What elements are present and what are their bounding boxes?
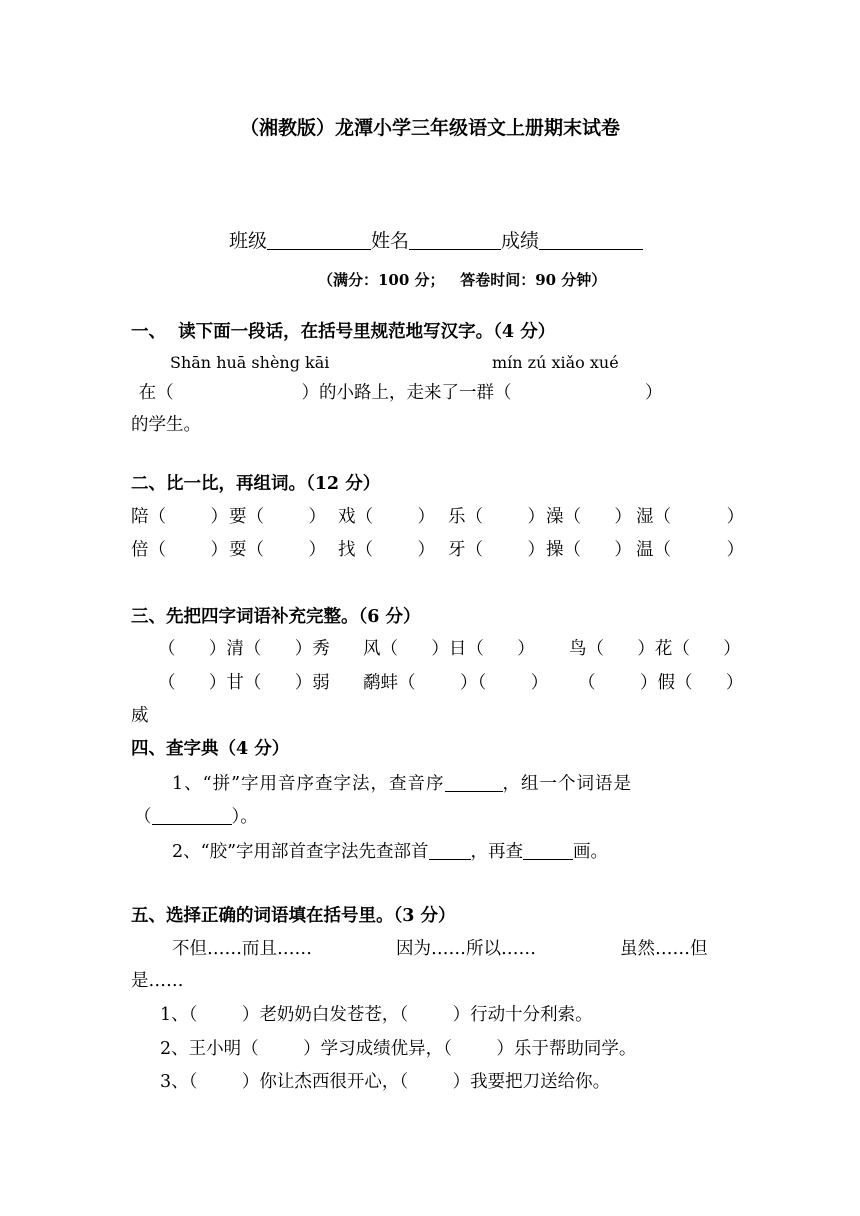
conjunction-option: 虽然……但 bbox=[620, 939, 708, 959]
section-4-heading: 四、查字典（4 分） bbox=[131, 739, 290, 759]
answer-blank[interactable] bbox=[445, 771, 503, 792]
compare-item: 倍（ ） bbox=[131, 540, 229, 560]
compare-item: 澡（ ） bbox=[546, 507, 632, 527]
name-blank[interactable] bbox=[409, 229, 501, 250]
compare-item: 温（ ） bbox=[636, 540, 745, 560]
idiom-item: （ ）假（ ） bbox=[578, 673, 744, 693]
idiom-item: 风（ ）日（ ） bbox=[363, 639, 535, 659]
idiom-item: （ ）清（ ）秀 bbox=[158, 639, 330, 659]
compare-item: 要（ ） bbox=[229, 507, 327, 527]
compare-item: 湿（ ） bbox=[636, 507, 745, 527]
sentence-q1: 1、（ ）老奶奶白发苍苍，（ ）行动十分利索。 bbox=[160, 1005, 593, 1025]
idiom-item: 鹬蚌（ ）（ ） bbox=[363, 673, 549, 693]
answer-blank[interactable] bbox=[152, 804, 232, 825]
compare-item: 操（ ） bbox=[546, 540, 632, 560]
dictionary-q1: 1、“拼”字用音序查字法，查音序 ，组一个词语是 bbox=[172, 771, 632, 796]
compare-item: 牙（ ） bbox=[448, 540, 546, 560]
conjunction-option: 因为……所以…… bbox=[396, 939, 536, 959]
idiom-item: （ ）甘（ ）弱 bbox=[158, 673, 330, 693]
exam-note: （满分：100 分； 答卷时间：90 分钟） bbox=[318, 271, 607, 289]
compare-item: 戏（ ） bbox=[338, 507, 436, 527]
section-2-heading: 二、比一比，再组词。（12 分） bbox=[131, 474, 381, 494]
idiom-item: 鸟（ ）花（ ） bbox=[569, 639, 741, 659]
section-1-heading: 一、 读下面一段话，在括号里规范地写汉字。（4 分） bbox=[131, 322, 556, 342]
section-1-sentence: 在（ ）的小路上，走来了一群（ ） bbox=[133, 383, 663, 403]
compare-item: 找（ ） bbox=[338, 540, 436, 560]
section-3-heading: 三、先把四字词语补充完整。（6 分） bbox=[131, 607, 421, 627]
compare-item: 乐（ ） bbox=[448, 507, 546, 527]
score-label: 成绩 bbox=[501, 230, 540, 252]
idiom-wrap: 威 bbox=[131, 706, 149, 726]
compare-item: 耍（ ） bbox=[229, 540, 327, 560]
class-blank[interactable] bbox=[267, 229, 371, 250]
conjunction-option: 不但……而且…… bbox=[172, 939, 312, 959]
sentence-q2: 2、王小明（ ）学习成绩优异，（ ）乐于帮助同学。 bbox=[160, 1039, 637, 1059]
student-info-line bbox=[0, 205, 860, 253]
section-5-heading: 五、选择正确的词语填在括号里。（3 分） bbox=[131, 906, 456, 926]
score-blank[interactable] bbox=[539, 229, 643, 250]
answer-blank[interactable] bbox=[429, 839, 471, 860]
compare-item: 陪（ ） bbox=[131, 507, 229, 527]
dictionary-q2: 2、“胶”字用部首查字法先查部首 ，再查 画。 bbox=[172, 839, 608, 864]
dictionary-q1-cont: （ ）。 bbox=[134, 804, 258, 829]
answer-blank[interactable] bbox=[523, 839, 573, 860]
conjunction-option-wrap: 是…… bbox=[131, 971, 184, 991]
pinyin-1: Shān huā shèng kāi bbox=[170, 353, 330, 372]
page-title: （湘教版）龙潭小学三年级语文上册期末试卷 bbox=[239, 117, 620, 139]
section-1-sentence-end: 的学生。 bbox=[131, 415, 201, 435]
sentence-q3: 3、（ ）你让杰西很开心，（ ）我要把刀送给你。 bbox=[160, 1072, 611, 1092]
pinyin-2: mín zú xiǎo xué bbox=[492, 353, 619, 372]
class-label: 班级 bbox=[229, 230, 268, 252]
name-label: 姓名 bbox=[371, 230, 410, 252]
